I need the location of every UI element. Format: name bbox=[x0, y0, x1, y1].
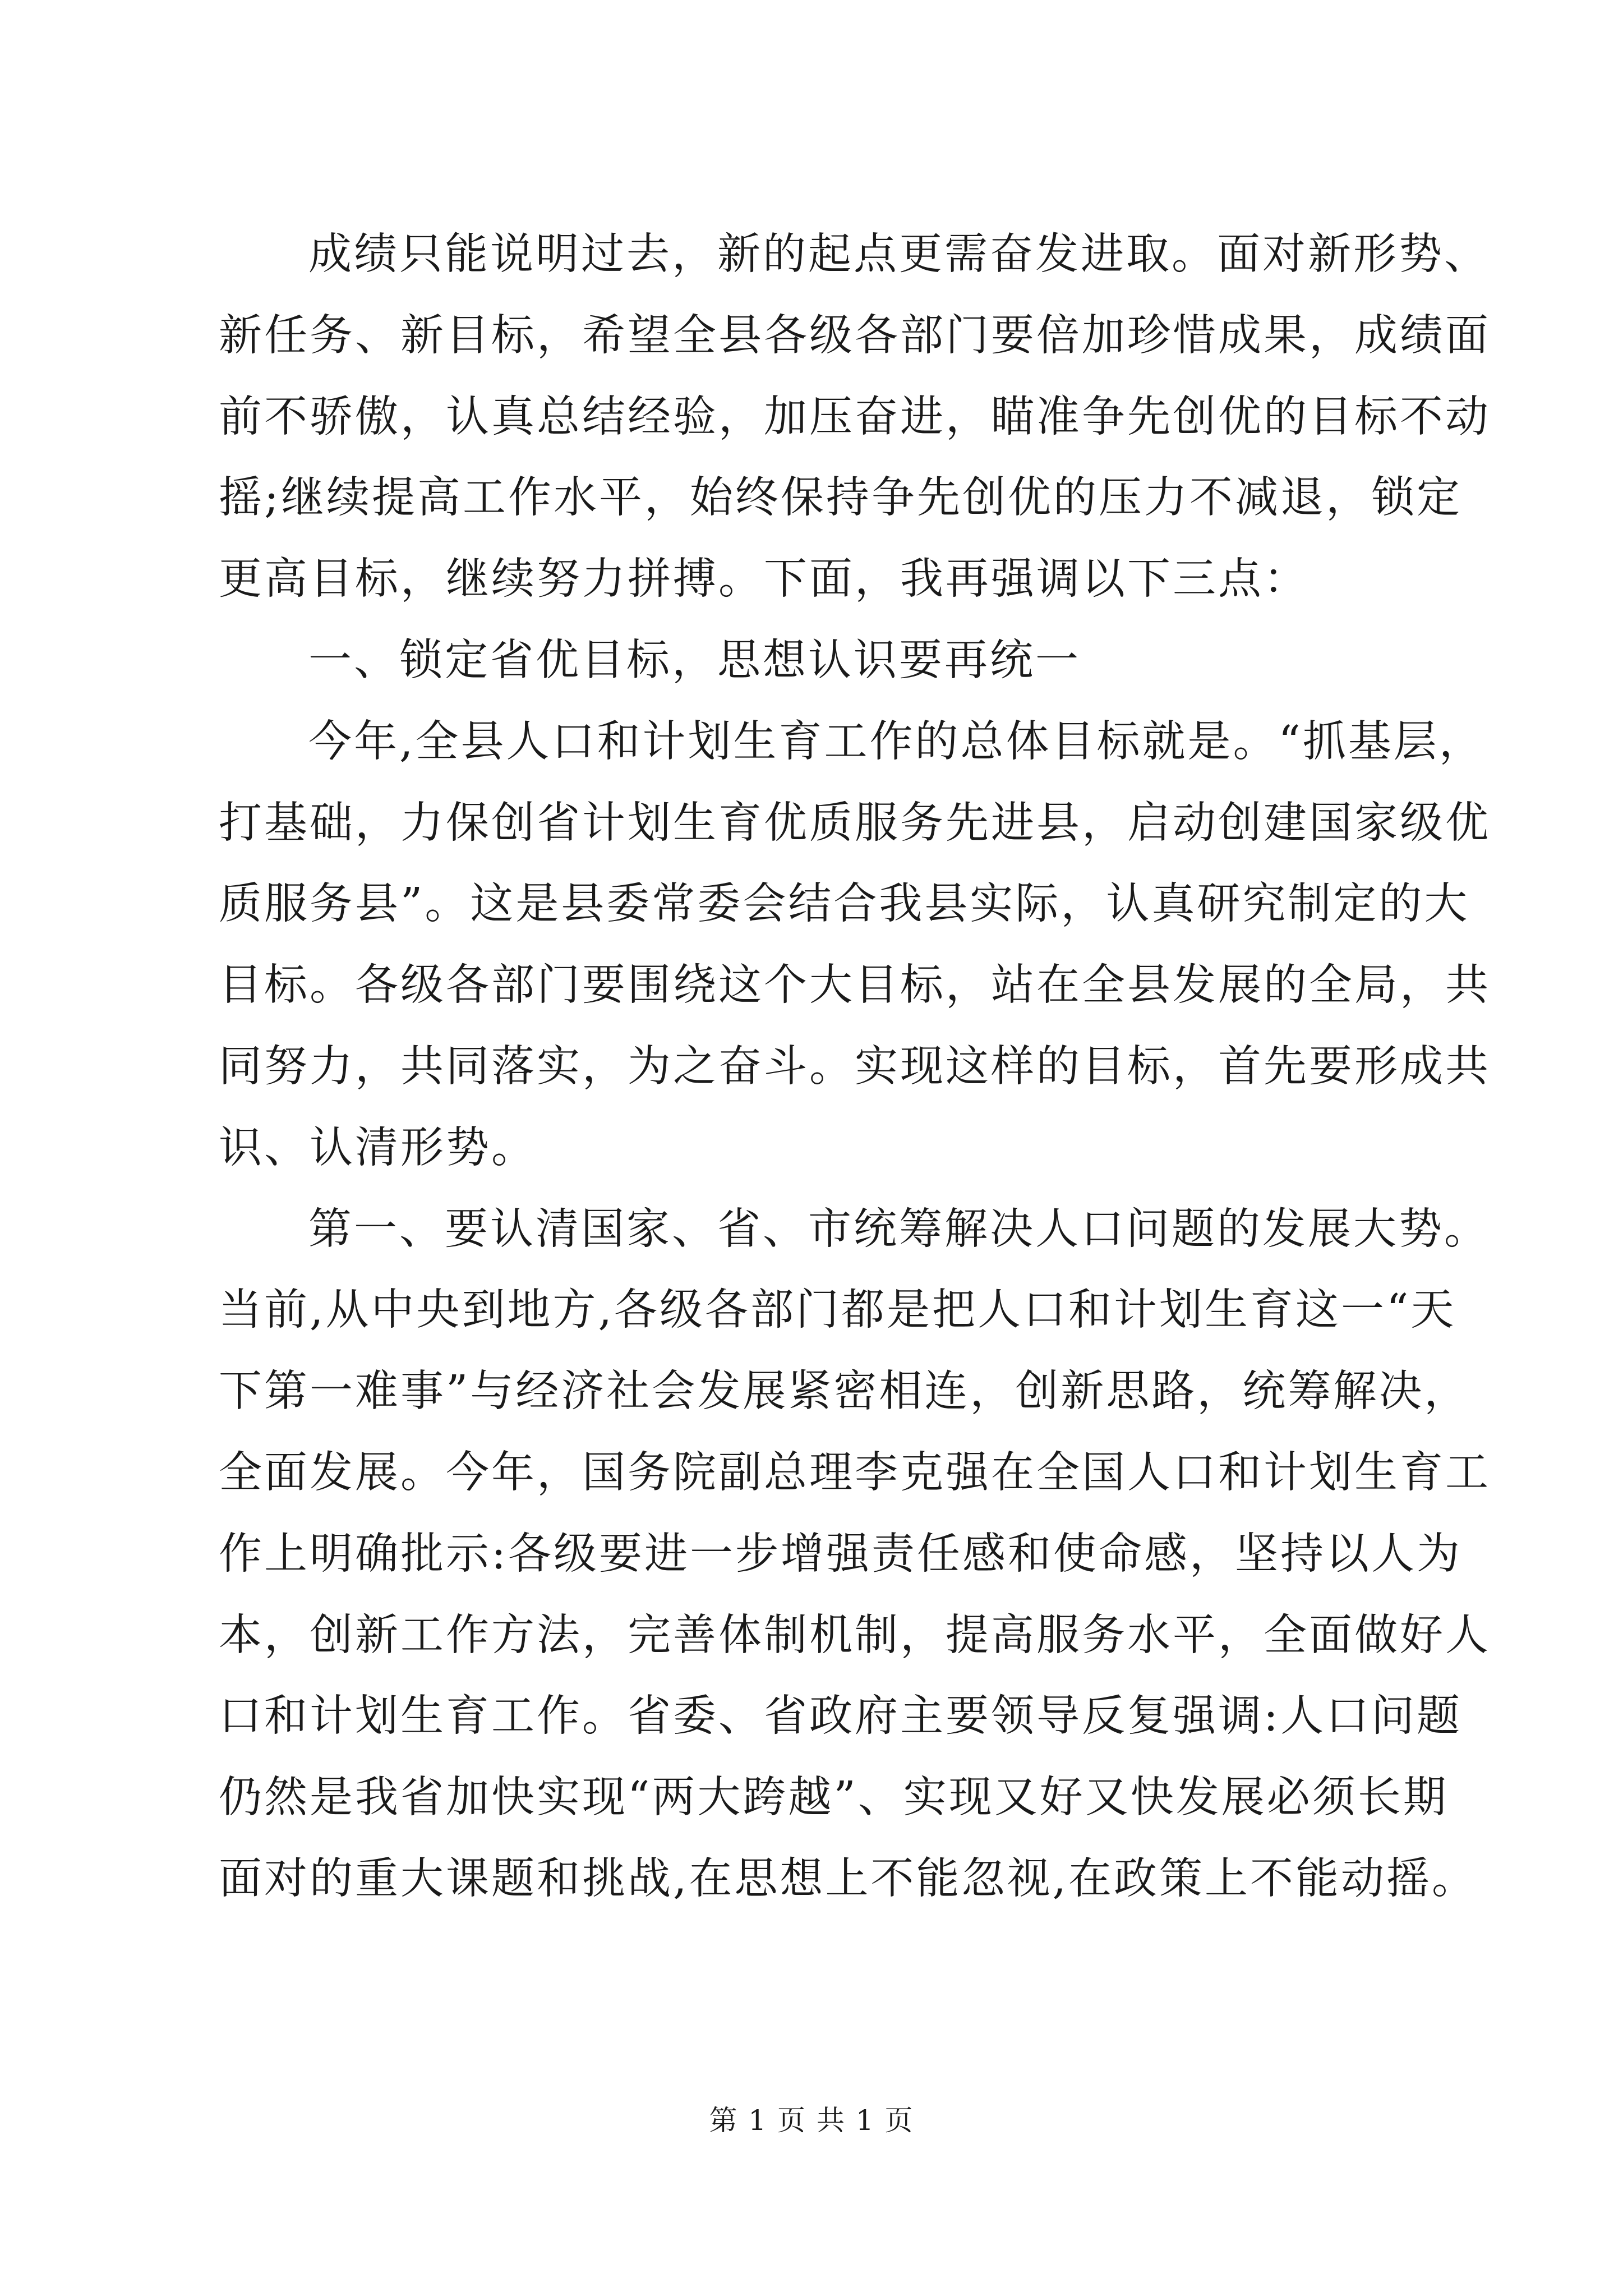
paragraph-1-line-4: 摇;继续提高工作水平，始终保持争先创优的压力不减退，锁定 bbox=[219, 473, 1462, 523]
paragraph-2-line-3: 质服务县”。这是县委常委会结合我县实际，认真研究制定的大 bbox=[219, 879, 1470, 930]
paragraph-2-line-5: 同努力，共同落实，为之奋斗。实现这样的目标，首先要形成共 bbox=[219, 1041, 1491, 1092]
paragraph-2-line-1: 今年,全县人口和计划生育工作的总体目标就是。“抓基层， bbox=[308, 716, 1484, 767]
page-footer: 第 1 页 共 1 页 bbox=[709, 2104, 914, 2137]
paragraph-3-line-3: 下第一难事”与经济社会发展紧密相连，创新思路，统筹解决， bbox=[219, 1366, 1470, 1417]
paragraph-1-line-1: 成绩只能说明过去，新的起点更需奋发进取。面对新形势、 bbox=[308, 229, 1490, 279]
paragraph-3-line-9: 面对的重大课题和挑战,在思想上不能忽视,在政策上不能动摇。 bbox=[219, 1853, 1477, 1904]
paragraph-1-line-2: 新任务、新目标，希望全县各级各部门要倍加珍惜成果，成绩面 bbox=[219, 310, 1491, 361]
paragraph-2-line-6: 识、认清形势。 bbox=[219, 1122, 537, 1173]
section-heading-1: 一、锁定省优目标，思想认识要再统一 bbox=[308, 635, 1081, 685]
paragraph-2-line-4: 目标。各级各部门要围绕这个大目标，站在全县发展的全局，共 bbox=[219, 960, 1491, 1011]
paragraph-3-line-4: 全面发展。今年，国务院副总理李克强在全国人口和计划生育工 bbox=[219, 1447, 1491, 1498]
paragraph-3-line-7: 口和计划生育工作。省委、省政府主要领导反复强调:人口问题 bbox=[219, 1691, 1462, 1742]
paragraph-2-line-2: 打基础，力保创省计划生育优质服务先进县，启动创建国家级优 bbox=[219, 798, 1491, 848]
paragraph-3-line-1: 第一、要认清国家、省、市统筹解决人口问题的发展大势。 bbox=[308, 1204, 1490, 1254]
paragraph-1-line-3: 前不骄傲，认真总结经验，加压奋进，瞄准争先创优的目标不动 bbox=[219, 392, 1491, 442]
paragraph-1-line-5: 更高目标，继续努力拼搏。下面，我再强调以下三点： bbox=[219, 554, 1309, 605]
document-body bbox=[219, 214, 1491, 1920]
paragraph-3-line-2: 当前,从中央到地方,各级各部门都是把人口和计划生育这一“天 bbox=[219, 1285, 1456, 1336]
paragraph-3-line-8: 仍然是我省加快实现“两大跨越”、实现又好又快发展必须长期 bbox=[219, 1773, 1449, 1823]
paragraph-3-line-5: 作上明确批示:各级要进一步增强责任感和使命感，坚持以人为 bbox=[219, 1529, 1462, 1579]
paragraph-3-line-6: 本，创新工作方法，完善体制机制，提高服务水平，全面做好人 bbox=[219, 1610, 1491, 1660]
